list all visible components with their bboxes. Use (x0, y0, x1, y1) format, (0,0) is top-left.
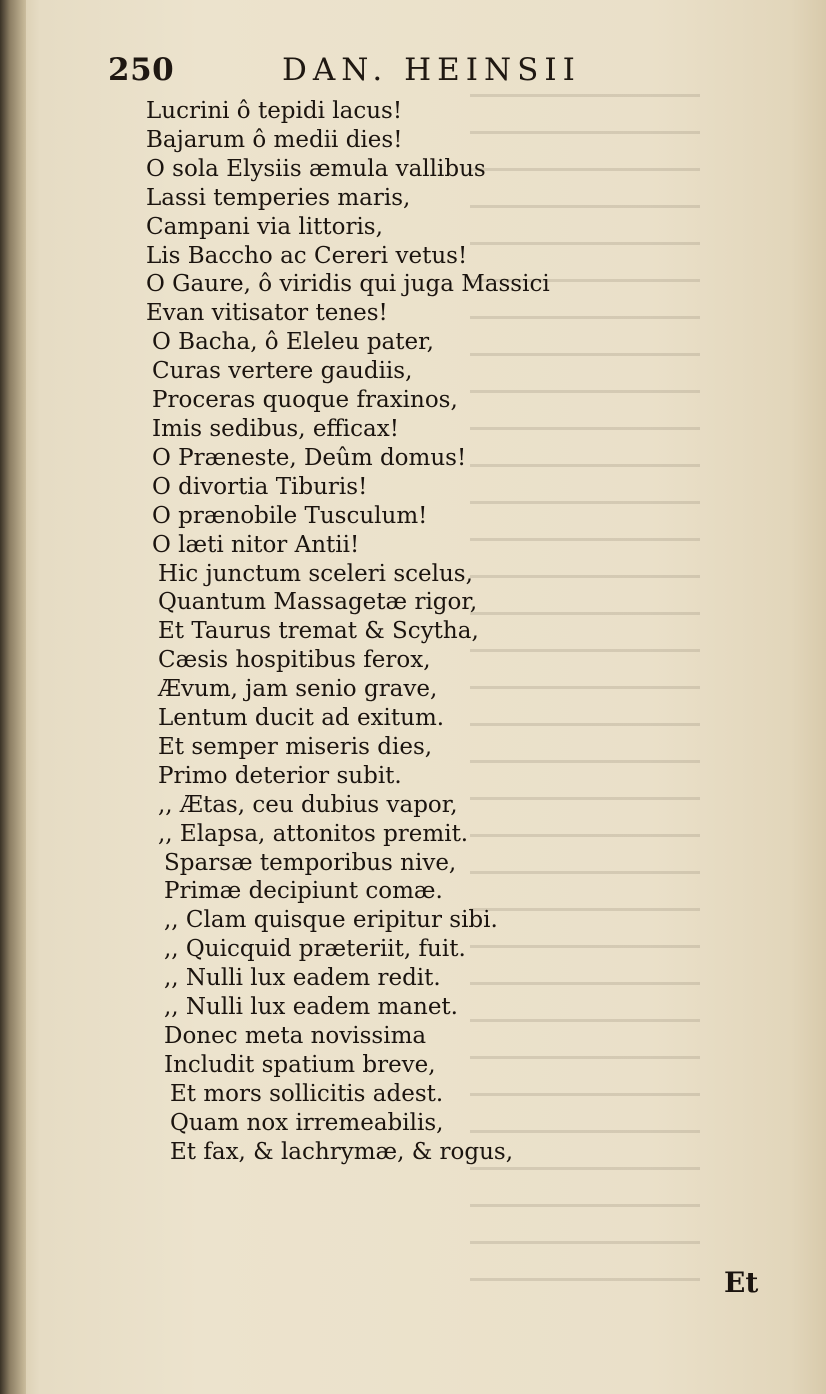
verse-line: Sparsæ temporibus nive, (164, 849, 457, 876)
verse-line: Includit spatium breve, (164, 1051, 436, 1078)
verse-line: ,, Nulli lux eadem redit. (164, 965, 441, 992)
verse-line: ,, Elapsa, attonitos premit. (158, 820, 469, 847)
verse-line: ,, Quicquid præteriit, fuit. (164, 936, 466, 963)
page-number: 250 (108, 52, 175, 88)
verse-line: Lassi temperies maris, (146, 184, 411, 211)
page-gutter (0, 0, 26, 1394)
verse-line: Primo deterior subit. (158, 762, 402, 789)
verse-line: Donec meta novissima (164, 1023, 427, 1049)
verse-line: Evan vitisator tenes! (146, 300, 388, 327)
verse-line: O sola Elysiis æmula vallibus (146, 155, 486, 182)
verse-line: Cæsis hospitibus ferox, (158, 647, 431, 674)
verse-line: Bajarum ô medii dies! (146, 126, 403, 153)
catchword: Et (724, 1266, 759, 1299)
poem-verses (146, 97, 646, 1167)
verse-line: O divortia Tiburis! (152, 473, 368, 500)
running-head: DAN. HEINSII (282, 52, 581, 88)
verse-line: O Gaure, ô viridis qui juga Massici (146, 271, 550, 298)
verse-line: Et Taurus tremat & Scytha, (158, 618, 479, 645)
page-header (108, 52, 628, 96)
verse-line: Hic junctum sceleri scelus, (158, 560, 473, 587)
verse-line: O læti nitor Antii! (152, 531, 360, 558)
verse-line: ,, Clam quisque eripitur sibi. (164, 907, 498, 934)
verse-line: Quantum Massagetæ rigor, (158, 589, 478, 616)
verse-line: O prænobile Tusculum! (152, 502, 428, 529)
verse-line: Lucrini ô tepidi lacus! (146, 98, 403, 124)
verse-line: Ævum, jam senio grave, (158, 676, 438, 703)
verse-line: Imis sedibus, efficax! (152, 415, 399, 442)
verse-line: O Bacha, ô Eleleu pater, (152, 329, 434, 356)
verse-line: Lis Baccho ac Cereri vetus! (146, 242, 468, 269)
verse-line: ,, Ætas, ceu dubius vapor, (158, 791, 458, 818)
verse-line: O Præneste, Deûm domus! (152, 444, 467, 471)
verse-line: Et mors sollicitis adest. (170, 1080, 444, 1107)
verse-line: Et semper miseris dies, (158, 733, 433, 760)
verse-line: Quam nox irremeabilis, (170, 1109, 444, 1136)
verse-line: Campani via littoris, (146, 213, 383, 240)
verse-line: Et fax, & lachrymæ, & rogus, (170, 1138, 514, 1165)
verse-line: Lentum ducit ad exitum. (158, 705, 445, 732)
verse-line: Proceras quoque fraxinos, (152, 387, 458, 414)
verse-line: ,, Nulli lux eadem manet. (164, 994, 458, 1021)
verse-line: Primæ decipiunt comæ. (164, 878, 443, 905)
verse-line: Curas vertere gaudiis, (152, 358, 413, 385)
